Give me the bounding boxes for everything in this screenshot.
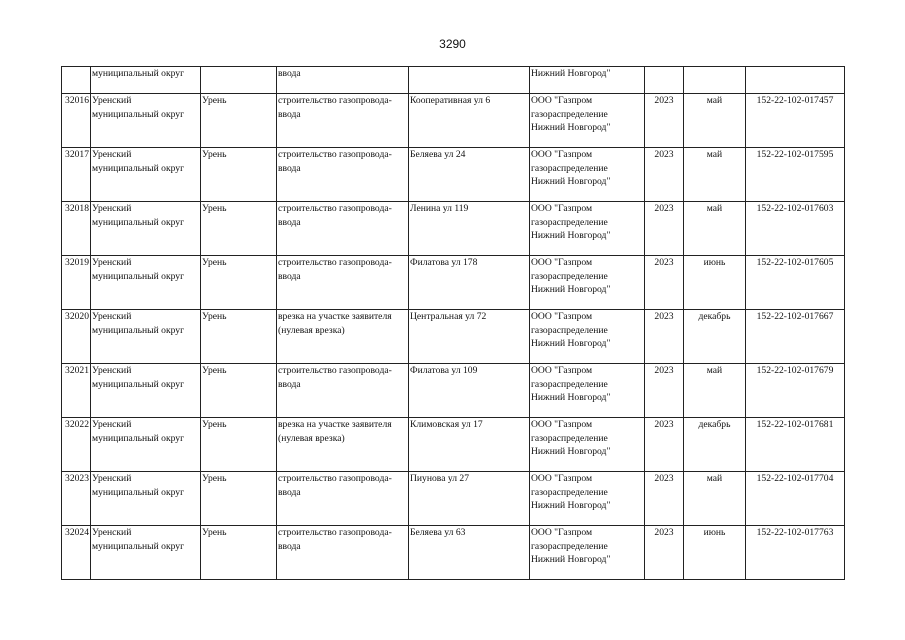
cell-org bbox=[530, 256, 645, 310]
cell-district bbox=[91, 94, 201, 148]
cell-num: 32018 bbox=[62, 202, 91, 256]
cell-month: май bbox=[684, 94, 746, 148]
cell-address: Пиунова ул 27 bbox=[409, 472, 530, 526]
cell-district bbox=[91, 148, 201, 202]
org-line-3: Нижний Новгород" bbox=[531, 392, 611, 403]
table-row bbox=[62, 472, 845, 526]
district-line-1: Уренский bbox=[92, 473, 132, 484]
cell-num: 32016 bbox=[62, 94, 91, 148]
work-line-1: строительство газопровода- bbox=[278, 527, 392, 538]
cell-settlement: Урень bbox=[201, 148, 277, 202]
cell-settlement: Урень bbox=[201, 364, 277, 418]
cell-work bbox=[277, 148, 409, 202]
org-line-2: газораспределение bbox=[531, 216, 608, 228]
cell-district bbox=[91, 472, 201, 526]
cell-month: май bbox=[684, 148, 746, 202]
org-line-1: ООО "Газпром bbox=[531, 95, 593, 106]
cell-work bbox=[277, 526, 409, 580]
district-line-1: Уренский bbox=[92, 149, 132, 160]
org-line-2: газораспределение bbox=[531, 324, 608, 336]
cell-code: 152-22-102-017667 bbox=[746, 310, 845, 364]
cell-work bbox=[277, 202, 409, 256]
district-line-2: муниципальный округ bbox=[92, 378, 185, 390]
org-line-1: ООО "Газпром bbox=[531, 365, 593, 376]
district-line-1: Уренский bbox=[92, 95, 132, 106]
work-line-2: ввода bbox=[278, 108, 301, 120]
cell-district bbox=[91, 202, 201, 256]
cell-num bbox=[62, 67, 91, 94]
cell-settlement: Урень bbox=[201, 472, 277, 526]
cell-code: 152-22-102-017603 bbox=[746, 202, 845, 256]
district-line-1: Уренский bbox=[92, 311, 132, 322]
cell-address: Филатова ул 109 bbox=[409, 364, 530, 418]
work-line-1: строительство газопровода- bbox=[278, 365, 392, 376]
district-line-2: муниципальный округ bbox=[92, 486, 185, 498]
cell-settlement: Урень bbox=[201, 94, 277, 148]
district-line-2: муниципальный округ bbox=[92, 108, 185, 120]
district-line-2: муниципальный округ bbox=[92, 270, 185, 282]
cell-district bbox=[91, 418, 201, 472]
cell-org bbox=[530, 148, 645, 202]
org-line-2: газораспределение bbox=[531, 108, 608, 120]
cell-district bbox=[91, 310, 201, 364]
work-line-2: ввода bbox=[278, 270, 301, 282]
cell-district bbox=[91, 256, 201, 310]
cell-year: 2023 bbox=[645, 256, 684, 310]
cell-work bbox=[277, 310, 409, 364]
cell-district bbox=[91, 364, 201, 418]
cell-work bbox=[277, 256, 409, 310]
cell-num: 32017 bbox=[62, 148, 91, 202]
work-line-1: строительство газопровода- bbox=[278, 95, 392, 106]
org-line-3: Нижний Новгород" bbox=[531, 338, 611, 349]
district-line-1: Уренский bbox=[92, 257, 132, 268]
cell-org bbox=[530, 310, 645, 364]
cell-year: 2023 bbox=[645, 364, 684, 418]
cell-year: 2023 bbox=[645, 526, 684, 580]
district-line-2: муниципальный округ bbox=[92, 216, 185, 228]
org-line-1: ООО "Газпром bbox=[531, 473, 593, 484]
org-line-1: ООО "Газпром bbox=[531, 527, 593, 538]
cell-settlement: Урень bbox=[201, 256, 277, 310]
org-line-3: Нижний Новгород" bbox=[531, 230, 611, 241]
district-line-2: муниципальный округ bbox=[92, 324, 185, 336]
cell-work bbox=[277, 418, 409, 472]
district-line-2: муниципальный округ bbox=[92, 540, 185, 552]
org-line-2: газораспределение bbox=[531, 378, 608, 390]
cell-org bbox=[530, 472, 645, 526]
cell-address: Центральная ул 72 bbox=[409, 310, 530, 364]
cell-address bbox=[409, 67, 530, 94]
cell-year: 2023 bbox=[645, 94, 684, 148]
work-line-1: врезка на участке заявителя bbox=[278, 419, 392, 430]
cell-month bbox=[684, 67, 746, 94]
org-line-2: газораспределение bbox=[531, 270, 608, 282]
org-line-1: ООО "Газпром bbox=[531, 257, 593, 268]
work-line-1: строительство газопровода- bbox=[278, 149, 392, 160]
work-line-1: строительство газопровода- bbox=[278, 473, 392, 484]
cell-month: декабрь bbox=[684, 310, 746, 364]
cell-org bbox=[530, 418, 645, 472]
cell-org bbox=[530, 526, 645, 580]
table-row bbox=[62, 256, 845, 310]
cell-code: 152-22-102-017605 bbox=[746, 256, 845, 310]
cell-address: Климовская ул 17 bbox=[409, 418, 530, 472]
cell-work: ввода bbox=[277, 67, 409, 94]
org-line-3: Нижний Новгород" bbox=[531, 446, 611, 457]
cell-settlement: Урень bbox=[201, 310, 277, 364]
table-row bbox=[62, 418, 845, 472]
cell-code: 152-22-102-017763 bbox=[746, 526, 845, 580]
org-line-3: Нижний Новгород" bbox=[531, 122, 611, 133]
work-line-2: ввода bbox=[278, 162, 301, 174]
cell-settlement: Урень bbox=[201, 526, 277, 580]
cell-year: 2023 bbox=[645, 148, 684, 202]
district-line-2: муниципальный округ bbox=[92, 432, 185, 444]
cell-month: май bbox=[684, 472, 746, 526]
org-line-3: Нижний Новгород" bbox=[531, 176, 611, 187]
work-line-2: ввода bbox=[278, 216, 301, 228]
work-line-1: строительство газопровода- bbox=[278, 203, 392, 214]
cell-address: Беляева ул 63 bbox=[409, 526, 530, 580]
cell-num: 32019 bbox=[62, 256, 91, 310]
org-line-2: газораспределение bbox=[531, 540, 608, 552]
cell-year bbox=[645, 67, 684, 94]
table-row bbox=[62, 94, 845, 148]
cell-org bbox=[530, 364, 645, 418]
cell-num: 32020 bbox=[62, 310, 91, 364]
work-line-1: строительство газопровода- bbox=[278, 257, 392, 268]
work-line-2: (нулевая врезка) bbox=[278, 324, 345, 336]
district-line-2: муниципальный округ bbox=[92, 162, 185, 174]
cell-settlement bbox=[201, 67, 277, 94]
cell-work bbox=[277, 94, 409, 148]
org-line-3: Нижний Новгород" bbox=[531, 284, 611, 295]
district-line-1: Уренский bbox=[92, 203, 132, 214]
table-row bbox=[62, 148, 845, 202]
table-row-continued bbox=[62, 67, 845, 94]
cell-address: Филатова ул 178 bbox=[409, 256, 530, 310]
cell-org bbox=[530, 94, 645, 148]
cell-code: 152-22-102-017681 bbox=[746, 418, 845, 472]
cell-work bbox=[277, 364, 409, 418]
cell-num: 32021 bbox=[62, 364, 91, 418]
cell-org: Нижний Новгород" bbox=[530, 67, 645, 94]
org-line-1: ООО "Газпром bbox=[531, 149, 593, 160]
cell-month: июнь bbox=[684, 526, 746, 580]
cell-district bbox=[91, 526, 201, 580]
cell-code: 152-22-102-017704 bbox=[746, 472, 845, 526]
district-line-1: Уренский bbox=[92, 419, 132, 430]
cell-year: 2023 bbox=[645, 310, 684, 364]
org-line-2: газораспределение bbox=[531, 162, 608, 174]
org-line-1: ООО "Газпром bbox=[531, 311, 593, 322]
cell-year: 2023 bbox=[645, 202, 684, 256]
cell-month: май bbox=[684, 202, 746, 256]
work-line-2: ввода bbox=[278, 486, 301, 498]
table-row bbox=[62, 526, 845, 580]
cell-district: муниципальный округ bbox=[91, 67, 201, 94]
registry-table bbox=[61, 66, 845, 580]
org-line-2: газораспределение bbox=[531, 432, 608, 444]
table-row bbox=[62, 310, 845, 364]
work-line-2: ввода bbox=[278, 378, 301, 390]
work-line-2: (нулевая врезка) bbox=[278, 432, 345, 444]
table-row bbox=[62, 364, 845, 418]
cell-code: 152-22-102-017595 bbox=[746, 148, 845, 202]
cell-year: 2023 bbox=[645, 418, 684, 472]
cell-month: декабрь bbox=[684, 418, 746, 472]
cell-settlement: Урень bbox=[201, 202, 277, 256]
org-line-3: Нижний Новгород" bbox=[531, 554, 611, 565]
cell-work bbox=[277, 472, 409, 526]
cell-address: Ленина ул 119 bbox=[409, 202, 530, 256]
cell-num: 32023 bbox=[62, 472, 91, 526]
cell-org bbox=[530, 202, 645, 256]
page-number: 3290 bbox=[439, 37, 466, 51]
cell-settlement: Урень bbox=[201, 418, 277, 472]
org-line-3: Нижний Новгород" bbox=[531, 500, 611, 511]
work-line-1: врезка на участке заявителя bbox=[278, 311, 392, 322]
district-line-1: Уренский bbox=[92, 365, 132, 376]
cell-month: май bbox=[684, 364, 746, 418]
org-line-1: ООО "Газпром bbox=[531, 203, 593, 214]
district-line-1: Уренский bbox=[92, 527, 132, 538]
cell-year: 2023 bbox=[645, 472, 684, 526]
work-line-2: ввода bbox=[278, 540, 301, 552]
cell-num: 32024 bbox=[62, 526, 91, 580]
table-row bbox=[62, 202, 845, 256]
cell-address: Беляева ул 24 bbox=[409, 148, 530, 202]
cell-num: 32022 bbox=[62, 418, 91, 472]
cell-address: Кооперативная ул 6 bbox=[409, 94, 530, 148]
org-line-1: ООО "Газпром bbox=[531, 419, 593, 430]
org-line-2: газораспределение bbox=[531, 486, 608, 498]
cell-code: 152-22-102-017457 bbox=[746, 94, 845, 148]
cell-code: 152-22-102-017679 bbox=[746, 364, 845, 418]
cell-code bbox=[746, 67, 845, 94]
cell-month: июнь bbox=[684, 256, 746, 310]
